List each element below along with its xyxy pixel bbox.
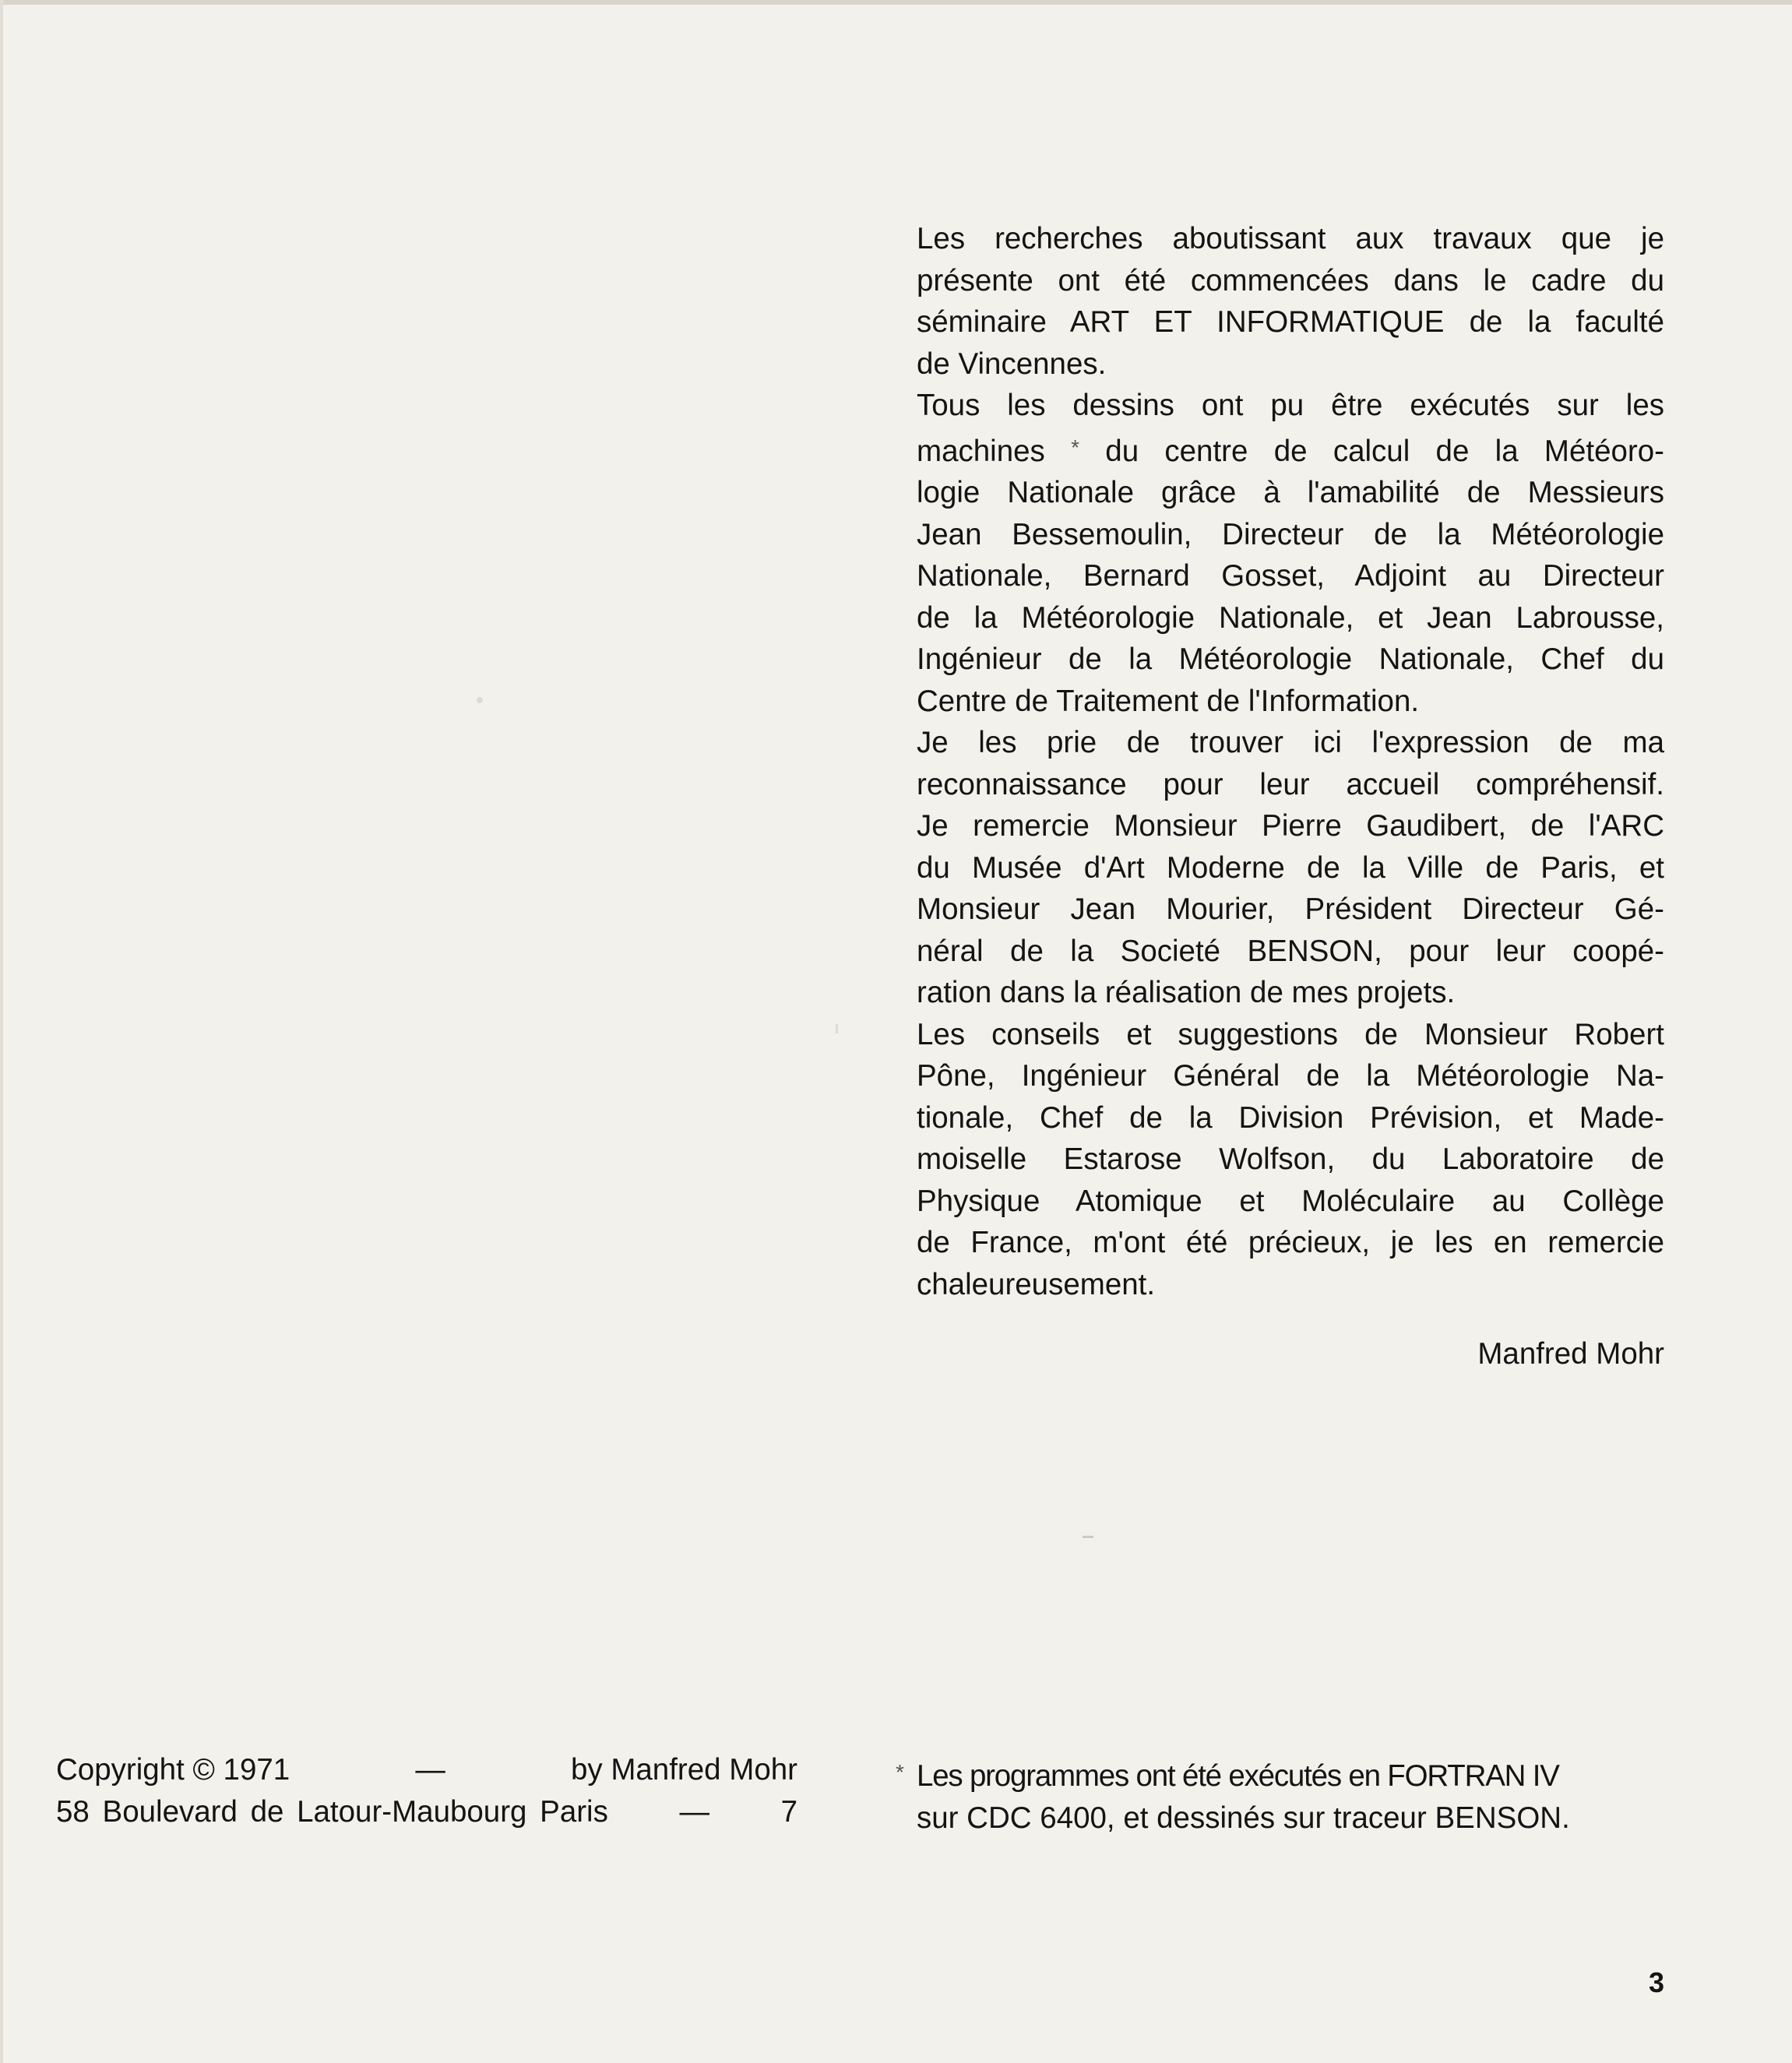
text-line: Jean Bessemoulin, Directeur de la Météorologie: [917, 517, 1664, 551]
text-line: du Musée d'Art Moderne de la Ville de Paris, et: [917, 850, 1664, 885]
page-number: 3: [1648, 1966, 1664, 1998]
text-line: Centre de Traitement de l'Information.: [917, 684, 1420, 718]
address-dash: —: [679, 1794, 709, 1829]
paper-speck: [477, 697, 483, 703]
copyright-notice: [56, 1749, 797, 1832]
text-line: présente ont été commencées dans le cadre du: [917, 263, 1664, 297]
text-line: Les conseils et suggestions de Monsieur Robert: [917, 1017, 1664, 1051]
text-line: Pône, Ingénieur Général de la Météorologie Na-: [917, 1059, 1664, 1093]
text-line: Je remercie Monsieur Pierre Gaudibert, de l'ARC: [917, 809, 1664, 843]
text-line: Je les prie de trouver ici l'expression de ma: [917, 726, 1664, 759]
text-line: Tous les dessins ont pu être exécutés sur les: [917, 389, 1664, 422]
text-line: moiselle Estarose Wolfson, du Laboratoire de: [917, 1142, 1664, 1176]
text-line: tionale, Chef de la Division Prévision, et Made-: [917, 1100, 1664, 1135]
text-line: ration dans la réalisation de mes projets.: [917, 976, 1456, 1009]
signature: Manfred Mohr: [1477, 1337, 1664, 1371]
text-line: Ingénieur de la Météorologie Nationale, Chef du: [917, 642, 1664, 676]
footnote-line: sur CDC 6400, et dessinés sur traceur BENSON.: [917, 1801, 1570, 1835]
text-line: séminaire ART ET INFORMATIQUE de la faculté: [917, 305, 1664, 339]
text-line: Les recherches aboutissant aux travaux que je: [917, 222, 1664, 255]
copyright-dash: —: [415, 1753, 445, 1787]
text-line: [917, 427, 1664, 473]
text-line: Monsieur Jean Mourier, Président Directeur Gé-: [917, 892, 1664, 926]
footnote-text: Les programmes ont été exécutés en FORTRAN IV: [917, 1759, 1559, 1793]
text-line: chaleureusement.: [917, 1267, 1156, 1301]
page-top-edge: [0, 0, 1792, 5]
acknowledgements-text: [917, 218, 1664, 1305]
address-district: 7: [780, 1794, 797, 1829]
text-line: Physique Atomique et Moléculaire au Collège: [917, 1184, 1664, 1218]
text-line: reconnaissance pour leur accueil compréhensif.: [917, 767, 1664, 801]
paper-speck: [1083, 1536, 1093, 1538]
text-line: logie Nationale grâce à l'amabilité de Messieurs: [917, 476, 1664, 509]
address: 58 Boulevard de Latour-Maubourg Paris: [56, 1794, 608, 1829]
text-line: de Vincennes.: [917, 347, 1107, 381]
footnote: [896, 1751, 1664, 1839]
copyright-line: [56, 1749, 797, 1791]
footnote-line: [896, 1751, 1664, 1797]
text-line: de la Météorologie Nationale, et Jean Labrousse,: [917, 600, 1664, 635]
copyright-author: by Manfred Mohr: [570, 1753, 797, 1787]
text-line: de France, m'ont été précieux, je les en remercie: [917, 1226, 1664, 1259]
address-line: [56, 1791, 797, 1833]
copyright-label: Copyright © 1971: [56, 1753, 290, 1787]
page-left-edge: [0, 0, 3, 2063]
text-line: Nationale, Bernard Gosset, Adjoint au Directeur: [917, 559, 1664, 593]
text-line: néral de la Societé BENSON, pour leur coopé-: [917, 934, 1664, 968]
paper-speck: [836, 1024, 838, 1033]
text-line-part: du centre de calcul de la Météoro-: [1079, 434, 1664, 468]
footnote-marker: *: [896, 1760, 903, 1784]
text-line-part: machines: [917, 434, 1045, 468]
footnote-marker: *: [1071, 435, 1079, 459]
